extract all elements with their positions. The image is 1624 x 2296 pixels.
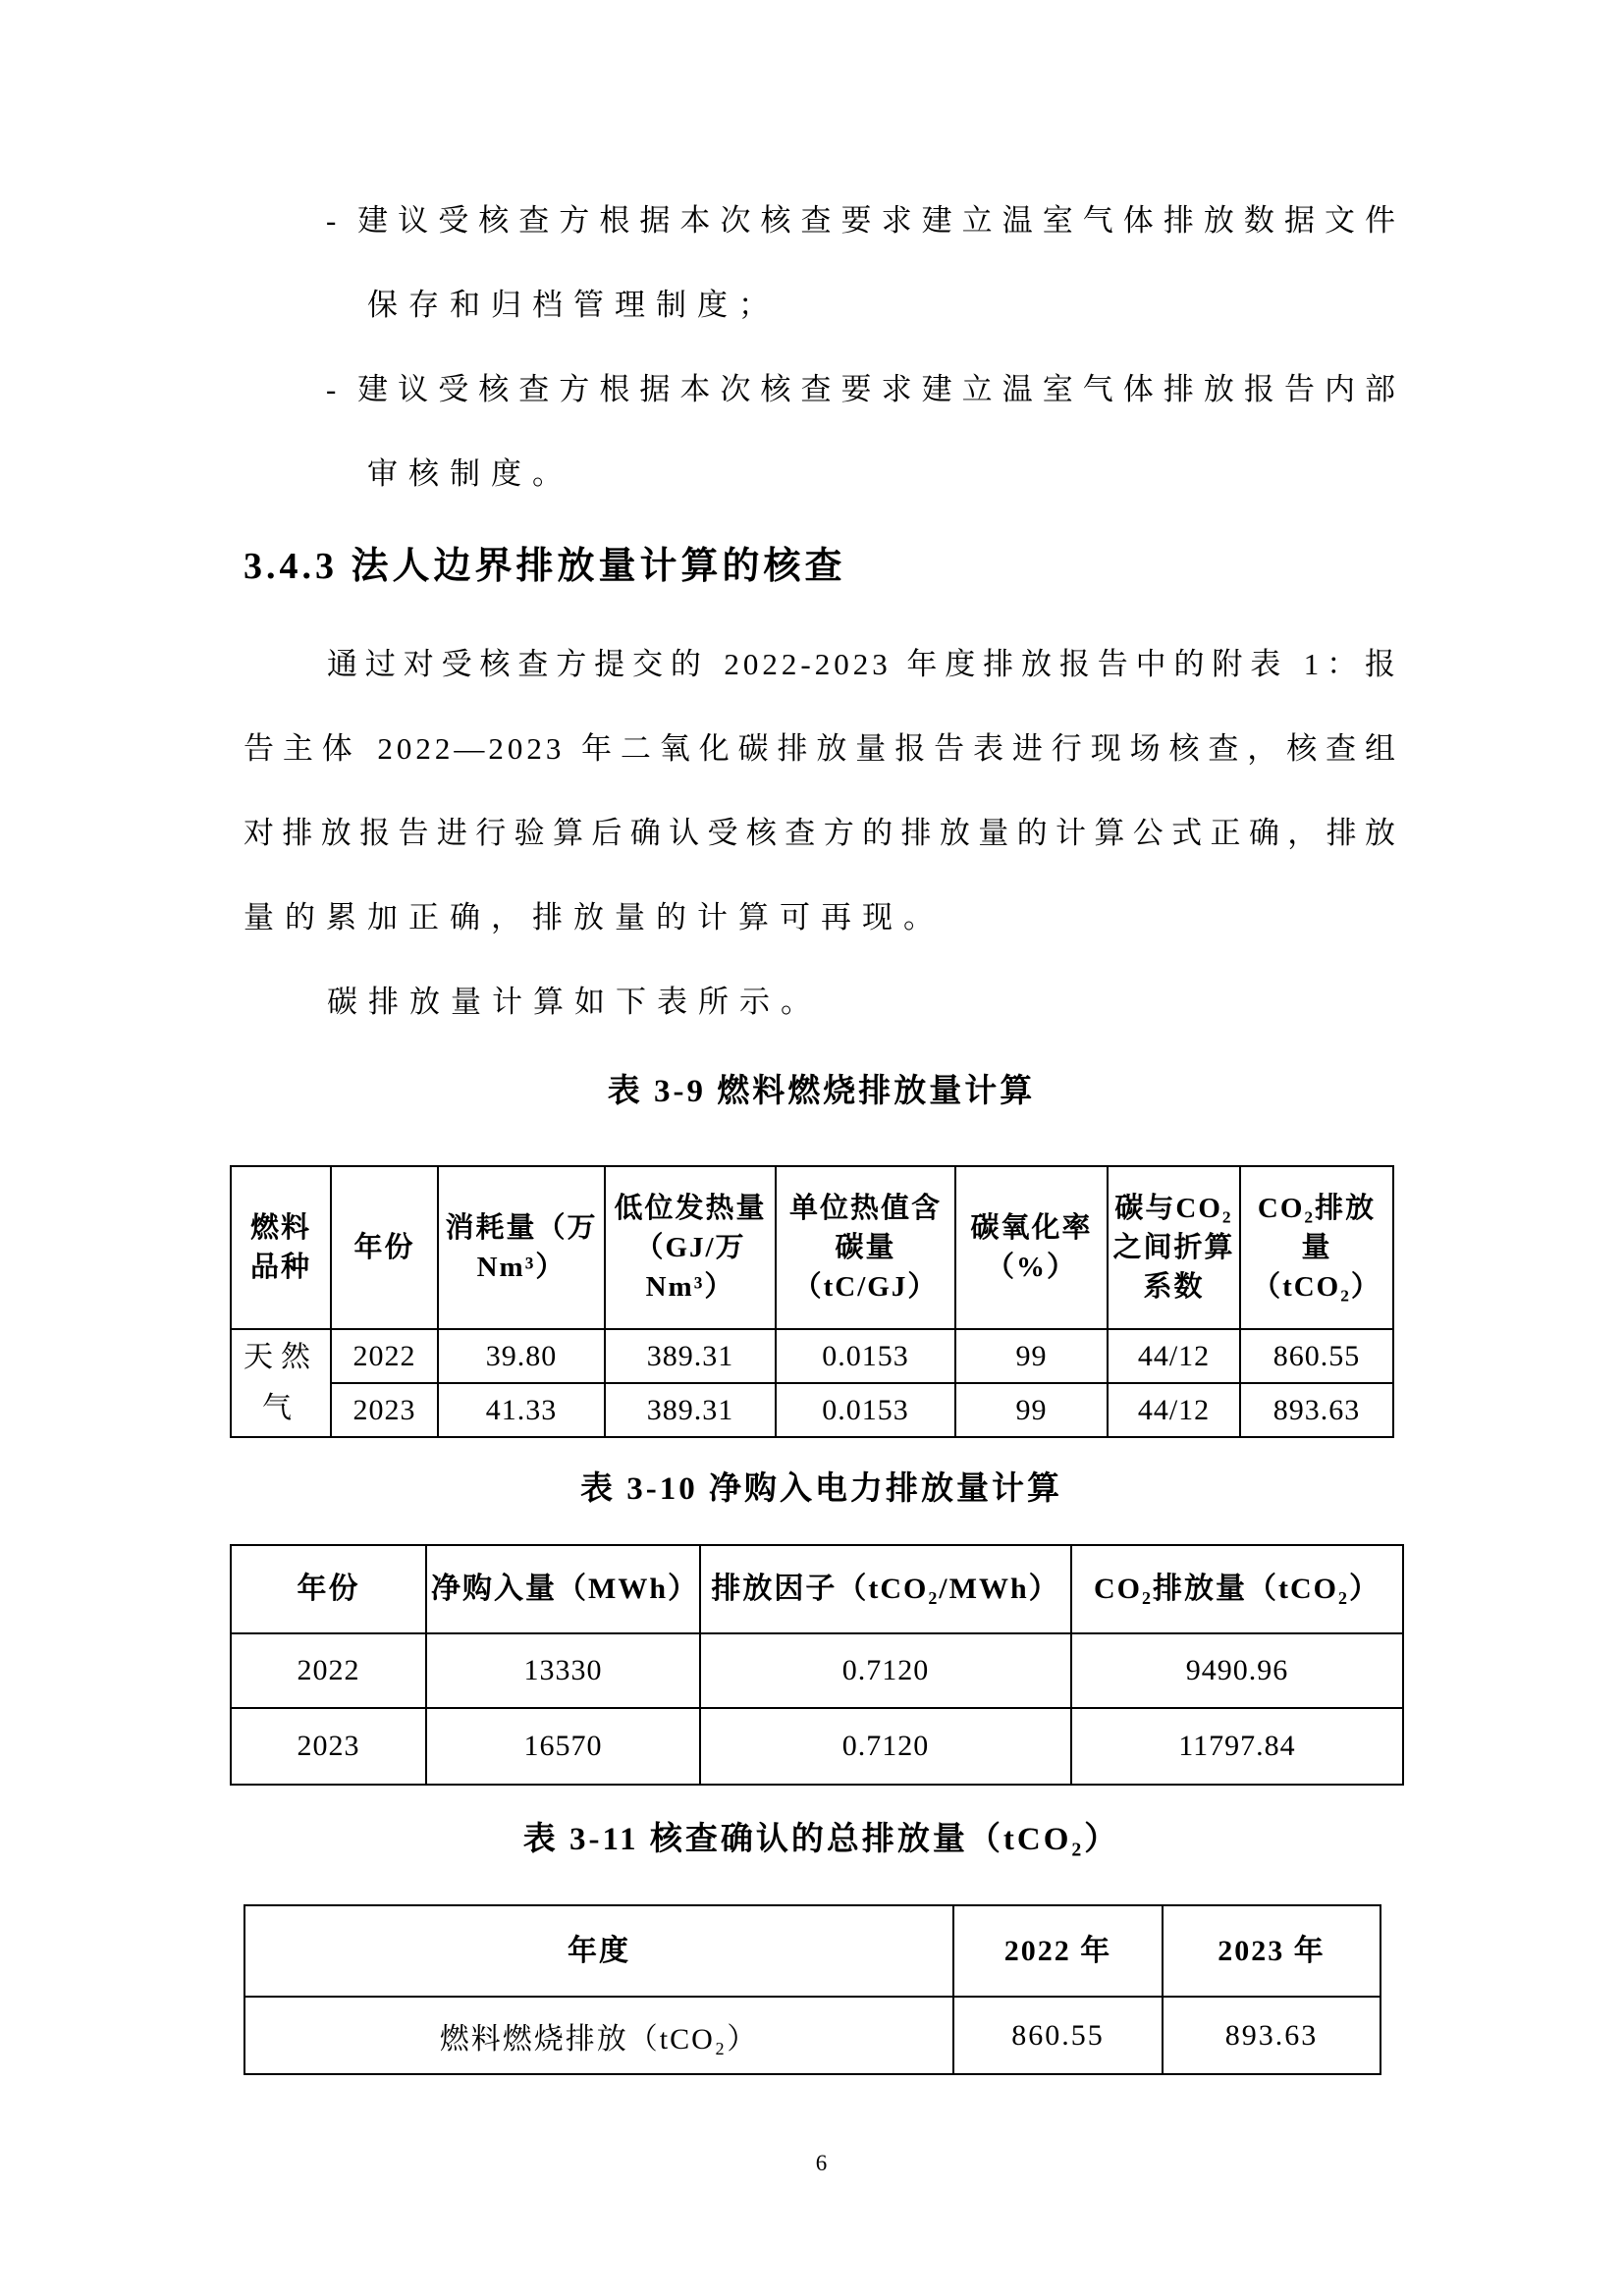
cell-oxidation-rate: 99 [955, 1329, 1108, 1383]
cell-2022-value: 860.55 [953, 1997, 1163, 2074]
table-3-11-header-row [244, 1905, 1380, 1997]
page-number: 6 [815, 2151, 828, 2175]
table-3-11-total-confirmed-emissions [244, 1904, 1381, 2075]
bullet-dash: - [326, 372, 341, 406]
bullet-item-2-line-2: 审核制度。 [367, 456, 573, 491]
table-3-9-header-row [231, 1166, 1393, 1329]
bullet-item-1-line-1 [326, 198, 1399, 243]
bullet-text: 建议受核查方根据本次核查要求建立温室气体排放数据文件 [357, 203, 1400, 238]
col-header-2022: 2022 年 [953, 1905, 1163, 1997]
section-heading: 3.4.3 法人边界排放量计算的核查 [244, 546, 846, 587]
cell-ncv: 389.31 [605, 1383, 776, 1437]
cell-co2-emission: 860.55 [1240, 1329, 1393, 1383]
table-3-10-caption: 表 3-10 净购入电力排放量计算 [580, 1471, 1062, 1507]
cell-ncv: 389.31 [605, 1329, 776, 1383]
cell-year: 2023 [231, 1708, 426, 1785]
cell-co2-emission: 11797.84 [1071, 1708, 1403, 1785]
table-row [231, 1633, 1403, 1708]
cell-oxidation-rate: 99 [955, 1383, 1108, 1437]
table-row [231, 1708, 1403, 1785]
col-header-purchased: 净购入量（MWh） [426, 1545, 700, 1633]
col-header-oxidation-rate: 碳氧化率（%） [955, 1166, 1108, 1329]
paragraph-2: 碳排放量计算如下表所示。 [327, 985, 822, 1019]
table-3-9-caption: 表 3-9 燃料燃烧排放量计算 [607, 1074, 1036, 1109]
bullet-dash: - [326, 203, 341, 238]
cell-conversion-factor: 44/12 [1108, 1329, 1240, 1383]
cell-co2-emission: 893.63 [1240, 1383, 1393, 1437]
paragraph-1-line-2: 告主体 2022—2023 年二氧化碳排放量报告表进行现场核查，核查组 [244, 731, 1399, 766]
table-3-10-header-row [231, 1545, 1403, 1633]
cell-emission-factor: 0.7120 [700, 1633, 1071, 1708]
cell-consumption: 41.33 [438, 1383, 605, 1437]
col-header-year: 年份 [331, 1166, 438, 1329]
cell-year: 2023 [331, 1383, 438, 1437]
paragraph-1-line-1: 通过对受核查方提交的 2022-2023 年度排放报告中的附表 1：报 [327, 647, 1399, 681]
paragraph-1-line-3: 对排放报告进行验算后确认受核查方的排放量的计算公式正确，排放 [244, 816, 1399, 850]
paragraph-1-line-4: 量的累加正确，排放量的计算可再现。 [244, 900, 945, 934]
bullet-text: 建议受核查方根据本次核查要求建立温室气体排放报告内部 [357, 372, 1400, 406]
table-3-9-fuel-combustion-emissions [230, 1165, 1394, 1438]
bullet-item-2-line-1 [326, 367, 1399, 412]
cell-carbon-content: 0.0153 [776, 1383, 955, 1437]
col-header-consumption: 消耗量（万 Nm³） [438, 1166, 605, 1329]
table-3-10-purchased-electricity-emissions [230, 1544, 1404, 1786]
cell-purchased: 16570 [426, 1708, 700, 1785]
cell-carbon-content: 0.0153 [776, 1329, 955, 1383]
cell-2023-value: 893.63 [1163, 1997, 1380, 2074]
bullet-item-1-line-2: 保存和归档管理制度； [367, 288, 780, 322]
cell-year: 2022 [331, 1329, 438, 1383]
cell-consumption: 39.80 [438, 1329, 605, 1383]
col-header-co2-emission: CO₂排放量（tCO₂） [1240, 1166, 1393, 1329]
cell-fuel-type: 天然气 [231, 1329, 331, 1437]
table-row [244, 1997, 1380, 2074]
col-header-co2-emission: CO₂排放量（tCO₂） [1071, 1545, 1403, 1633]
table-3-11-caption: 表 3-11 核查确认的总排放量（tCO₂） [522, 1822, 1120, 1857]
cell-row-label: 燃料燃烧排放（tCO₂） [244, 1997, 953, 2074]
col-header-ncv: 低位发热量（GJ/万 Nm³） [605, 1166, 776, 1329]
col-header-emission-factor: 排放因子（tCO₂/MWh） [700, 1545, 1071, 1633]
table-row [231, 1383, 1393, 1437]
cell-purchased: 13330 [426, 1633, 700, 1708]
col-header-conversion-factor: 碳与CO₂之间折算系数 [1108, 1166, 1240, 1329]
col-header-2023: 2023 年 [1163, 1905, 1380, 1997]
cell-emission-factor: 0.7120 [700, 1708, 1071, 1785]
col-header-category: 年度 [244, 1905, 953, 1997]
cell-year: 2022 [231, 1633, 426, 1708]
cell-conversion-factor: 44/12 [1108, 1383, 1240, 1437]
col-header-carbon-content: 单位热值含碳量（tC/GJ） [776, 1166, 955, 1329]
table-row [231, 1329, 1393, 1383]
cell-co2-emission: 9490.96 [1071, 1633, 1403, 1708]
col-header-fuel-type: 燃料品种 [231, 1166, 331, 1329]
col-header-year: 年份 [231, 1545, 426, 1633]
